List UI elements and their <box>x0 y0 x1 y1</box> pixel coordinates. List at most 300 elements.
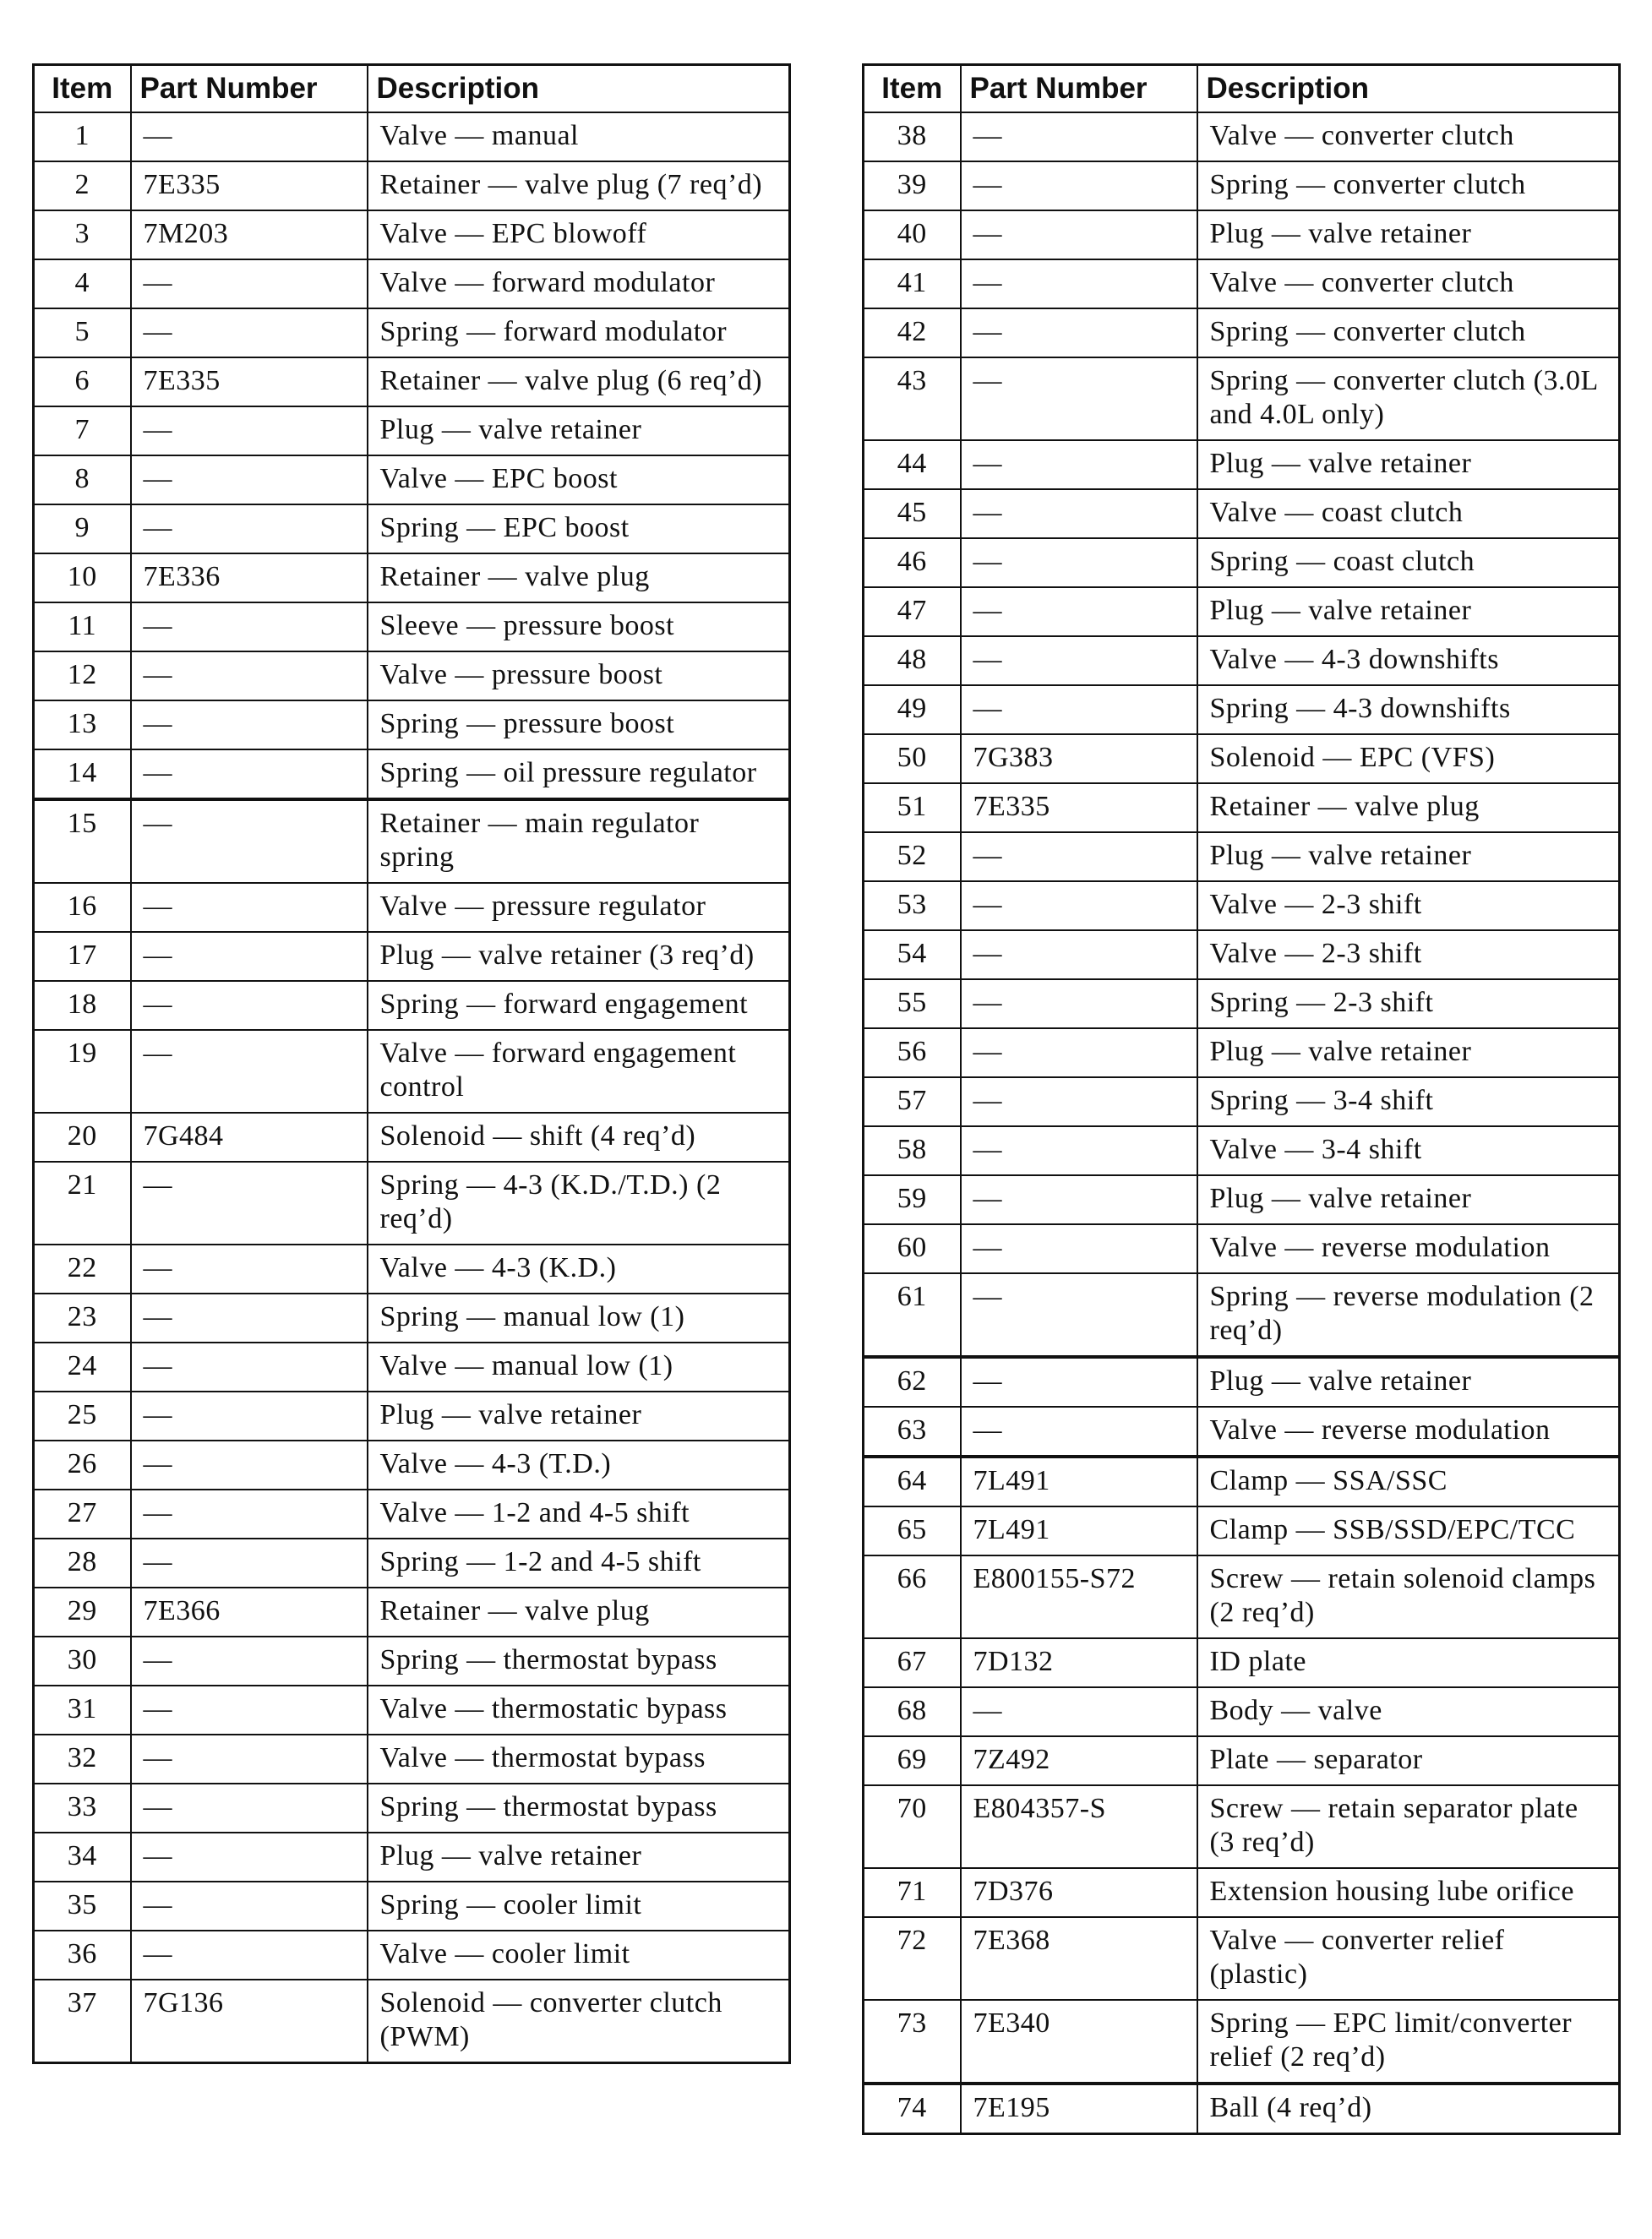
item-cell: 6 <box>34 357 131 406</box>
table-row <box>864 1687 1620 1736</box>
item-cell: 49 <box>864 685 961 734</box>
table-row <box>34 1539 790 1588</box>
description-cell: Plug — valve retainer <box>1197 440 1620 489</box>
description-cell: Spring — EPC boost <box>368 504 790 553</box>
table-row <box>864 685 1620 734</box>
part-number-cell: — <box>961 1407 1197 1457</box>
item-cell: 41 <box>864 259 961 308</box>
part-number-cell: 7E335 <box>961 783 1197 832</box>
description-cell: Spring — 3-4 shift <box>1197 1077 1620 1126</box>
part-number-cell: 7L491 <box>961 1457 1197 1506</box>
description-cell: Ball (4 req’d) <box>1197 2084 1620 2134</box>
table-row <box>34 112 790 161</box>
part-number-cell: — <box>131 1162 368 1245</box>
part-number-cell: — <box>961 161 1197 210</box>
table-row <box>864 1506 1620 1555</box>
table-row <box>864 1785 1620 1868</box>
part-number-cell: — <box>131 799 368 883</box>
description-cell: Plug — valve retainer <box>368 1392 790 1441</box>
description-cell: Valve — 2-3 shift <box>1197 881 1620 930</box>
part-number-cell: — <box>131 308 368 357</box>
description-cell: Spring — 1-2 and 4-5 shift <box>368 1539 790 1588</box>
part-number-cell: 7E368 <box>961 1917 1197 2000</box>
description-cell: Solenoid — EPC (VFS) <box>1197 734 1620 783</box>
table-row <box>34 602 790 651</box>
item-cell: 73 <box>864 2000 961 2084</box>
description-cell: Screw — retain solenoid clamps (2 req’d) <box>1197 1555 1620 1638</box>
table-row <box>34 406 790 455</box>
item-cell: 64 <box>864 1457 961 1506</box>
item-cell: 43 <box>864 357 961 440</box>
description-cell: Spring — converter clutch <box>1197 308 1620 357</box>
part-number-cell: — <box>131 504 368 553</box>
part-number-cell: — <box>131 1784 368 1833</box>
part-number-cell: — <box>961 1357 1197 1407</box>
item-cell: 39 <box>864 161 961 210</box>
part-number-cell: — <box>131 749 368 799</box>
part-number-cell: — <box>961 1077 1197 1126</box>
table-row <box>34 1343 790 1392</box>
item-cell: 61 <box>864 1273 961 1357</box>
table-row <box>34 1490 790 1539</box>
table-row <box>864 930 1620 979</box>
table-row <box>34 799 790 883</box>
table-row <box>864 538 1620 587</box>
table-row <box>34 1162 790 1245</box>
item-cell: 74 <box>864 2084 961 2134</box>
item-cell: 62 <box>864 1357 961 1407</box>
table-row <box>34 1441 790 1490</box>
description-cell: Retainer — valve plug (6 req’d) <box>368 357 790 406</box>
part-number-cell: — <box>961 930 1197 979</box>
description-cell: Valve — EPC blowoff <box>368 210 790 259</box>
description-cell: Valve — converter clutch <box>1197 112 1620 161</box>
part-number-cell: — <box>961 1224 1197 1273</box>
header-row <box>864 65 1620 113</box>
part-number-cell: — <box>961 1273 1197 1357</box>
item-cell: 58 <box>864 1126 961 1175</box>
table-row <box>34 504 790 553</box>
description-cell: Spring — 2-3 shift <box>1197 979 1620 1028</box>
item-cell: 14 <box>34 749 131 799</box>
table-row <box>864 1028 1620 1077</box>
part-number-cell: — <box>961 636 1197 685</box>
table-row <box>864 1175 1620 1224</box>
part-number-cell: — <box>131 1882 368 1931</box>
description-cell: Valve — converter clutch <box>1197 259 1620 308</box>
item-cell: 21 <box>34 1162 131 1245</box>
table-row <box>34 749 790 799</box>
item-cell: 52 <box>864 832 961 881</box>
description-cell: Spring — thermostat bypass <box>368 1784 790 1833</box>
description-cell: Spring — manual low (1) <box>368 1294 790 1343</box>
item-cell: 4 <box>34 259 131 308</box>
item-cell: 7 <box>34 406 131 455</box>
description-cell: Extension housing lube orifice <box>1197 1868 1620 1917</box>
table-row <box>34 1735 790 1784</box>
description-cell: Plug — valve retainer <box>1197 832 1620 881</box>
part-number-cell: 7E336 <box>131 553 368 602</box>
part-number-cell: — <box>131 1245 368 1294</box>
table-row <box>34 1931 790 1980</box>
part-number-cell: — <box>131 1441 368 1490</box>
table-row <box>34 1294 790 1343</box>
description-cell: Plug — valve retainer <box>1197 1357 1620 1407</box>
column-header-description: Description <box>1197 65 1620 113</box>
table-row <box>34 357 790 406</box>
table-row <box>864 783 1620 832</box>
table-row <box>864 1868 1620 1917</box>
table-row <box>864 734 1620 783</box>
item-cell: 63 <box>864 1407 961 1457</box>
description-cell: Retainer — valve plug <box>368 553 790 602</box>
item-cell: 3 <box>34 210 131 259</box>
item-cell: 35 <box>34 1882 131 1931</box>
part-number-cell: — <box>961 587 1197 636</box>
table-row <box>864 440 1620 489</box>
description-cell: Clamp — SSB/SSD/EPC/TCC <box>1197 1506 1620 1555</box>
description-cell: Spring — forward engagement <box>368 981 790 1030</box>
description-cell: Plug — valve retainer <box>368 1833 790 1882</box>
description-cell: Spring — converter clutch (3.0L and 4.0L only) <box>1197 357 1620 440</box>
table-row <box>864 832 1620 881</box>
part-number-cell: — <box>961 538 1197 587</box>
table-row <box>34 308 790 357</box>
table-row <box>34 1245 790 1294</box>
description-cell: Valve — 2-3 shift <box>1197 930 1620 979</box>
item-cell: 37 <box>34 1980 131 2063</box>
part-number-cell: — <box>131 602 368 651</box>
item-cell: 69 <box>864 1736 961 1785</box>
item-cell: 18 <box>34 981 131 1030</box>
item-cell: 30 <box>34 1637 131 1686</box>
description-cell: Body — valve <box>1197 1687 1620 1736</box>
part-number-cell: — <box>131 1294 368 1343</box>
table-row <box>864 1917 1620 2000</box>
table-row <box>34 1833 790 1882</box>
part-number-cell: — <box>961 685 1197 734</box>
table-row <box>864 112 1620 161</box>
description-cell: Plug — valve retainer <box>1197 210 1620 259</box>
parts-table-right <box>862 63 1621 2135</box>
part-number-cell: 7E335 <box>131 161 368 210</box>
item-cell: 42 <box>864 308 961 357</box>
part-number-cell: 7D376 <box>961 1868 1197 1917</box>
table-row <box>864 2000 1620 2084</box>
item-cell: 68 <box>864 1687 961 1736</box>
description-cell: Spring — 4-3 (K.D./T.D.) (2 req’d) <box>368 1162 790 1245</box>
item-cell: 8 <box>34 455 131 504</box>
table-row <box>864 1555 1620 1638</box>
part-number-cell: — <box>131 455 368 504</box>
table-row <box>34 1588 790 1637</box>
part-number-cell: — <box>961 112 1197 161</box>
item-cell: 20 <box>34 1113 131 1162</box>
item-cell: 31 <box>34 1686 131 1735</box>
item-cell: 1 <box>34 112 131 161</box>
item-cell: 28 <box>34 1539 131 1588</box>
description-cell: Spring — forward modulator <box>368 308 790 357</box>
table-row <box>864 489 1620 538</box>
item-cell: 34 <box>34 1833 131 1882</box>
part-number-cell: 7E195 <box>961 2084 1197 2134</box>
description-cell: Spring — reverse modulation (2 req’d) <box>1197 1273 1620 1357</box>
item-cell: 22 <box>34 1245 131 1294</box>
description-cell: Valve — cooler limit <box>368 1931 790 1980</box>
table-row <box>34 981 790 1030</box>
item-cell: 44 <box>864 440 961 489</box>
part-number-cell: E804357-S <box>961 1785 1197 1868</box>
table-row <box>864 1457 1620 1506</box>
item-cell: 71 <box>864 1868 961 1917</box>
part-number-cell: 7M203 <box>131 210 368 259</box>
description-cell: Valve — reverse modulation <box>1197 1407 1620 1457</box>
description-cell: Spring — 4-3 downshifts <box>1197 685 1620 734</box>
table-row <box>864 357 1620 440</box>
column-header-item: Item <box>34 65 131 113</box>
description-cell: ID plate <box>1197 1638 1620 1687</box>
table-row <box>864 259 1620 308</box>
table-row <box>34 553 790 602</box>
table-row <box>34 1882 790 1931</box>
part-number-cell: — <box>131 1343 368 1392</box>
table-row <box>864 1273 1620 1357</box>
column-header-part-number: Part Number <box>131 65 368 113</box>
table-body <box>864 112 1620 2134</box>
part-number-cell: 7D132 <box>961 1638 1197 1687</box>
table-row <box>864 587 1620 636</box>
item-cell: 17 <box>34 932 131 981</box>
part-number-cell: — <box>961 1126 1197 1175</box>
part-number-cell: — <box>131 406 368 455</box>
part-number-cell: — <box>961 1028 1197 1077</box>
table-row <box>864 1407 1620 1457</box>
table-row <box>864 210 1620 259</box>
table-row <box>864 161 1620 210</box>
description-cell: Plug — valve retainer <box>1197 1175 1620 1224</box>
description-cell: Spring — coast clutch <box>1197 538 1620 587</box>
item-cell: 54 <box>864 930 961 979</box>
table-row <box>864 1224 1620 1273</box>
description-cell: Valve — pressure boost <box>368 651 790 700</box>
description-cell: Valve — 4-3 downshifts <box>1197 636 1620 685</box>
description-cell: Valve — converter relief (plastic) <box>1197 1917 1620 2000</box>
description-cell: Spring — oil pressure regulator <box>368 749 790 799</box>
table-row <box>864 1638 1620 1687</box>
item-cell: 50 <box>864 734 961 783</box>
part-number-cell: — <box>131 259 368 308</box>
description-cell: Retainer — valve plug (7 req’d) <box>368 161 790 210</box>
part-number-cell: — <box>131 1030 368 1113</box>
part-number-cell: — <box>131 981 368 1030</box>
part-number-cell: — <box>131 1490 368 1539</box>
part-number-cell: — <box>131 1637 368 1686</box>
table-row <box>34 259 790 308</box>
table-row <box>864 308 1620 357</box>
item-cell: 53 <box>864 881 961 930</box>
part-number-cell: — <box>961 881 1197 930</box>
table-row <box>864 2084 1620 2134</box>
part-number-cell: — <box>961 357 1197 440</box>
item-cell: 27 <box>34 1490 131 1539</box>
part-number-cell: — <box>131 1686 368 1735</box>
part-number-cell: — <box>131 932 368 981</box>
column-header-description: Description <box>368 65 790 113</box>
item-cell: 2 <box>34 161 131 210</box>
item-cell: 26 <box>34 1441 131 1490</box>
description-cell: Valve — pressure regulator <box>368 883 790 932</box>
part-number-cell: 7G136 <box>131 1980 368 2063</box>
part-number-cell: 7E335 <box>131 357 368 406</box>
description-cell: Sleeve — pressure boost <box>368 602 790 651</box>
item-cell: 32 <box>34 1735 131 1784</box>
part-number-cell: — <box>131 1539 368 1588</box>
description-cell: Valve — forward engagement control <box>368 1030 790 1113</box>
description-cell: Retainer — valve plug <box>1197 783 1620 832</box>
item-cell: 66 <box>864 1555 961 1638</box>
description-cell: Valve — 4-3 (K.D.) <box>368 1245 790 1294</box>
table-row <box>34 651 790 700</box>
item-cell: 16 <box>34 883 131 932</box>
part-number-cell: 7L491 <box>961 1506 1197 1555</box>
table-row <box>864 636 1620 685</box>
table-row <box>34 700 790 749</box>
table-row <box>864 979 1620 1028</box>
description-cell: Valve — reverse modulation <box>1197 1224 1620 1273</box>
description-cell: Solenoid — shift (4 req’d) <box>368 1113 790 1162</box>
column-header-part-number: Part Number <box>961 65 1197 113</box>
part-number-cell: 7E366 <box>131 1588 368 1637</box>
part-number-cell: — <box>131 1392 368 1441</box>
table-row <box>34 1784 790 1833</box>
item-cell: 55 <box>864 979 961 1028</box>
item-cell: 23 <box>34 1294 131 1343</box>
table-row <box>864 1126 1620 1175</box>
description-cell: Plug — valve retainer <box>1197 587 1620 636</box>
item-cell: 19 <box>34 1030 131 1113</box>
header-row <box>34 65 790 113</box>
item-cell: 60 <box>864 1224 961 1273</box>
item-cell: 48 <box>864 636 961 685</box>
table-row <box>34 1113 790 1162</box>
part-number-cell: 7G383 <box>961 734 1197 783</box>
part-number-cell: — <box>131 651 368 700</box>
part-number-cell: — <box>961 210 1197 259</box>
description-cell: Screw — retain separator plate (3 req’d) <box>1197 1785 1620 1868</box>
item-cell: 9 <box>34 504 131 553</box>
item-cell: 46 <box>864 538 961 587</box>
part-number-cell: — <box>961 440 1197 489</box>
item-cell: 29 <box>34 1588 131 1637</box>
part-number-cell: — <box>131 700 368 749</box>
item-cell: 45 <box>864 489 961 538</box>
table-row <box>864 881 1620 930</box>
part-number-cell: — <box>961 489 1197 538</box>
description-cell: Spring — EPC limit/converter relief (2 req’d) <box>1197 2000 1620 2084</box>
part-number-cell: — <box>961 308 1197 357</box>
item-cell: 13 <box>34 700 131 749</box>
part-number-cell: — <box>131 883 368 932</box>
part-number-cell: 7G484 <box>131 1113 368 1162</box>
item-cell: 70 <box>864 1785 961 1868</box>
item-cell: 65 <box>864 1506 961 1555</box>
description-cell: Valve — 4-3 (T.D.) <box>368 1441 790 1490</box>
description-cell: Plug — valve retainer <box>1197 1028 1620 1077</box>
item-cell: 40 <box>864 210 961 259</box>
description-cell: Spring — pressure boost <box>368 700 790 749</box>
part-number-cell: — <box>961 259 1197 308</box>
table-row <box>864 1357 1620 1407</box>
item-cell: 59 <box>864 1175 961 1224</box>
item-cell: 36 <box>34 1931 131 1980</box>
description-cell: Valve — manual low (1) <box>368 1343 790 1392</box>
description-cell: Spring — thermostat bypass <box>368 1637 790 1686</box>
description-cell: Valve — thermostat bypass <box>368 1735 790 1784</box>
description-cell: Spring — cooler limit <box>368 1882 790 1931</box>
description-cell: Plug — valve retainer (3 req’d) <box>368 932 790 981</box>
table-row <box>34 1980 790 2063</box>
table-row <box>34 883 790 932</box>
item-cell: 10 <box>34 553 131 602</box>
description-cell: Plug — valve retainer <box>368 406 790 455</box>
description-cell: Spring — converter clutch <box>1197 161 1620 210</box>
item-cell: 25 <box>34 1392 131 1441</box>
part-number-cell: 7E340 <box>961 2000 1197 2084</box>
table-row <box>34 210 790 259</box>
description-cell: Valve — manual <box>368 112 790 161</box>
table-row <box>864 1736 1620 1785</box>
item-cell: 5 <box>34 308 131 357</box>
item-cell: 24 <box>34 1343 131 1392</box>
item-cell: 33 <box>34 1784 131 1833</box>
item-cell: 47 <box>864 587 961 636</box>
part-number-cell: — <box>131 1833 368 1882</box>
description-cell: Plate — separator <box>1197 1736 1620 1785</box>
item-cell: 56 <box>864 1028 961 1077</box>
parts-table-left <box>32 63 791 2064</box>
part-number-cell: — <box>961 979 1197 1028</box>
part-number-cell: — <box>131 1735 368 1784</box>
item-cell: 12 <box>34 651 131 700</box>
description-cell: Valve — 1-2 and 4-5 shift <box>368 1490 790 1539</box>
table-row <box>34 932 790 981</box>
table-row <box>34 161 790 210</box>
column-header-item: Item <box>864 65 961 113</box>
table-row <box>34 455 790 504</box>
table-row <box>34 1637 790 1686</box>
table-row <box>34 1686 790 1735</box>
description-cell: Valve — coast clutch <box>1197 489 1620 538</box>
description-cell: Retainer — valve plug <box>368 1588 790 1637</box>
item-cell: 15 <box>34 799 131 883</box>
description-cell: Clamp — SSA/SSC <box>1197 1457 1620 1506</box>
description-cell: Valve — forward modulator <box>368 259 790 308</box>
item-cell: 72 <box>864 1917 961 2000</box>
description-cell: Valve — 3-4 shift <box>1197 1126 1620 1175</box>
table-row <box>34 1030 790 1113</box>
description-cell: Retainer — main regulator spring <box>368 799 790 883</box>
item-cell: 51 <box>864 783 961 832</box>
part-number-cell: — <box>961 832 1197 881</box>
part-number-cell: 7Z492 <box>961 1736 1197 1785</box>
description-cell: Valve — thermostatic bypass <box>368 1686 790 1735</box>
item-cell: 57 <box>864 1077 961 1126</box>
part-number-cell: — <box>131 1931 368 1980</box>
table-row <box>34 1392 790 1441</box>
item-cell: 38 <box>864 112 961 161</box>
table-row <box>864 1077 1620 1126</box>
part-number-cell: — <box>961 1687 1197 1736</box>
